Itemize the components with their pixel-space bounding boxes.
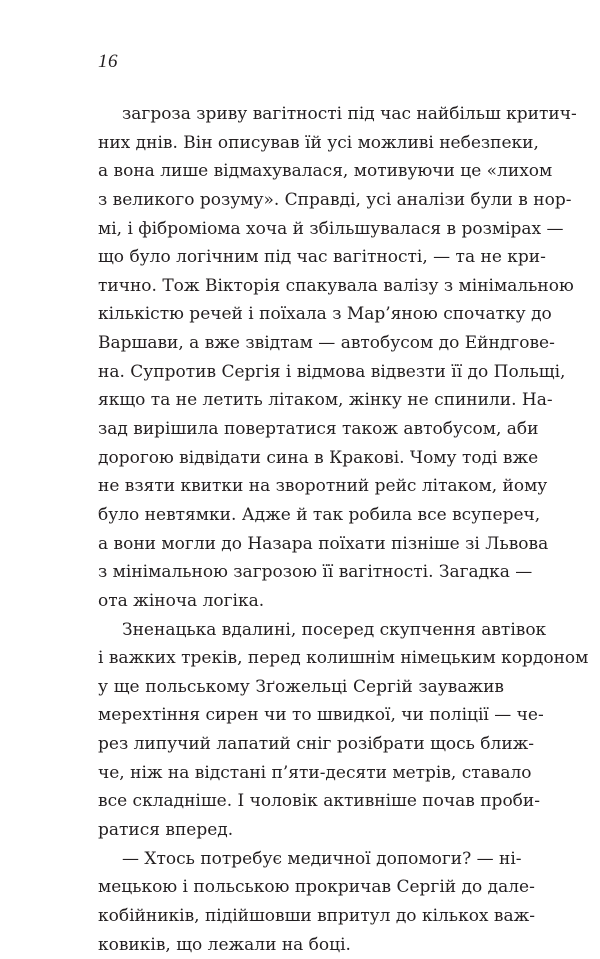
paragraph [98, 845, 536, 959]
text-line: не взяти квитки на зворотний рейс літаком, йому [98, 476, 548, 497]
text-line: Варшави, а вже звідтам — автобусом до Ейндгове- [98, 333, 555, 354]
text-line: дорогою відвідати сина в Кракові. Чому тоді вже [98, 447, 539, 468]
text-line: з мінімальною загрозою її вагітності. Загадка — [98, 562, 533, 583]
text-line: на. Супротив Сергія і відмова відвезти її до Польщі, [98, 361, 566, 382]
text-line: було невтямки. Адже й так робила все всупереч, [98, 504, 541, 525]
text-line: що було логічним під час вагітності, — та не кри- [98, 247, 546, 268]
text-line: якщо та не летить літаком, жінку не спинили. На- [98, 390, 553, 411]
text-line: а вони могли до Назара поїхати пізніше зі Львова [98, 533, 549, 554]
text-line: кобійників, підійшовши впритул до кількох важ- [98, 905, 536, 926]
paragraph [98, 616, 589, 845]
text-line: у ще польському Зґожельці Сергій зауважив [98, 676, 504, 697]
text-line: рез липучий лапатий сніг розібрати щось ближ- [98, 734, 535, 755]
text-line: них днів. Він описував їй усі можливі небезпеки, [98, 132, 539, 153]
text-line: а вона лише відмахувалася, мотивуючи це «лихом [98, 161, 553, 182]
text-line: зад вирішила повертатися також автобусом, аби [98, 419, 539, 440]
text-line: мі, і фіброміома хоча й збільшувалася в розмірах — [98, 218, 564, 239]
text-line: все складніше. І чоловік активніше почав проби- [98, 791, 540, 812]
text-line: че, ніж на відстані п’яти-десяти метрів, ставало [98, 762, 532, 783]
text-line: мерехтіння сирен чи то швидкої, чи поліції — че- [98, 705, 544, 726]
text-line: кількістю речей і поїхала з Мар’яною спочатку до [98, 304, 552, 325]
body-text [98, 100, 589, 959]
text-line: ковиків, що лежали на боці. [98, 934, 351, 955]
text-line: ота жіноча логіка. [98, 590, 265, 611]
paragraph [98, 100, 577, 616]
text-line: — Хтось потребує медичної допомоги? — ні- [122, 848, 522, 869]
text-line: мецькою і польською прокричав Сергій до дале- [98, 877, 535, 898]
text-line: і важких треків, перед колишнім німецьким кордоном [98, 648, 589, 669]
text-line: Зненацька вдалині, посеред скупчення автівок [122, 619, 547, 640]
text-line: ратися вперед. [98, 820, 234, 841]
page-number: 16 [98, 51, 118, 72]
text-line: загроза зриву вагітності під час найбільш критич- [122, 104, 577, 124]
text-line: тично. Тож Вікторія спакувала валізу з мінімальною [98, 275, 574, 296]
text-line: з великого розуму». Справді, усі аналізи були в нор- [98, 189, 572, 210]
